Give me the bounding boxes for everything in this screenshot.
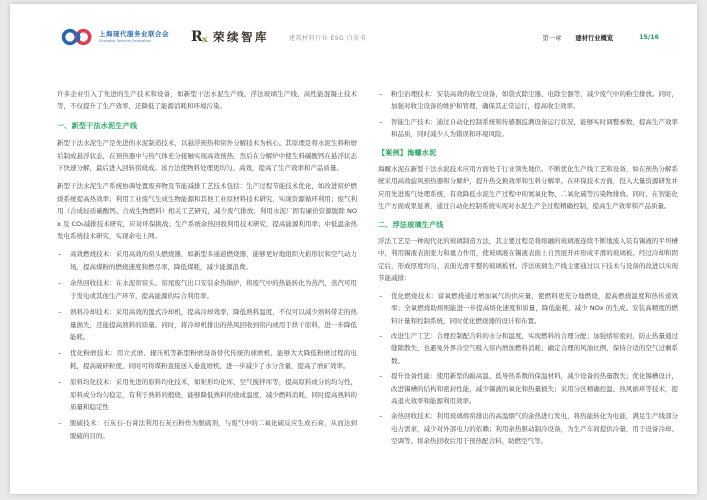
case-study-paragraph: 海螺水泥在新型干法水泥技术应用方面处于行业领先地位。不断优化生产线工艺和设备，如在预热分解系统采用高效旋风预热器和分解炉，提升热交换效率和生料分解率。在环保技术方面，投入大量资源研发并应用先进废气处理系统，有效降低水泥生产过程中的氮氧化物、二氧化硫等污染物排放。同时，在智能化生产方面成果显著，通过自动化控制系统实现对水泥生产全过程精确控制，提高生产效率和产品质量。: [378, 165, 678, 211]
doc-title: 建筑材料行业 ESG 白皮书: [289, 34, 367, 42]
chapter-label: 第一章: [542, 34, 562, 42]
bullet-item: – 改进生产工艺：合理控制配合料的水分和温度，实现燃料的合理分配；加强熔窑密封，防止热量通过缝隙散失，也避免外界冷空气吸入窑内增加燃料消耗；确定合理的风油比例，保持合适的空气过剩系数。: [378, 330, 678, 367]
case-study-heading: 【案例】海螺水泥: [378, 148, 437, 157]
left-column: [57, 88, 357, 446]
bullet-item: – 余热回收技术：在水泥窑窑头、窑尾废气出口安装余热锅炉，将废气中的热能转化为蒸汽，蒸汽可用于发电或其他生产环节，提高能源的综合利用率。: [57, 277, 357, 302]
bullet-item: – 粉尘治理技术：安装高效的收尘设备，如袋式除尘器、电除尘器等，减少废气中的粉尘排放。同时，加强对收尘设备的维护和管理，确保其正常运行，提高收尘效率。: [378, 88, 678, 113]
bullet-item: – 原料均化技术：采用先进的原料均化技术，如矩形均化库、空气搅拌库等，提高原料成分的均匀性，原料成分均匀稳定，有利于熟料的煅烧，能够降低熟料的烧成温度，减少燃料消耗，同时提高熟料的质量和稳定性: [57, 376, 357, 413]
bullet-item: – 优化粉磨技术：用立式磨、辊压机等新型粉磨设备替代传统的球磨机，能够大大降低粉磨过程的电耗，提高破碎粒度，同时可将煤粉直接送入垂直磨机，进一步减少了水分含量，提高了磨矿效率。: [57, 347, 357, 372]
section-heading-dry-process-cement: 一、新型干法水泥生产线: [57, 121, 138, 130]
org-name-en: Shanghai Services Federation: [99, 38, 151, 43]
bullet-item: – 余热回收技术：利用玻璃熔窑排出的高温烟气的余热进行发电，将热能转化为电能，满足生产线部分电力需求，减少对外部电力的依赖；利用余热驱动制冷设备，为生产车间提供冷量，用于设备冷却、空调等。将余热回收后用于预热配合料、助燃空气等。: [378, 410, 678, 447]
org-infinity-logo-icon: [60, 27, 94, 47]
brand-name: 荣续智库: [213, 30, 270, 44]
chapter-title: 建材行业概览: [575, 34, 614, 42]
brand-r-glyph: R: [191, 29, 203, 45]
bullet-item: – 高效燃烧技术：采用高效的窑头燃烧器，如新型多通道燃烧器，能够更好地组织火焰形状和空气动力场，提高煤粉的燃烧速度和燃尽率，降低煤耗，减少能源浪费。: [57, 248, 357, 273]
brand-logo: [191, 29, 269, 45]
org-name: [99, 31, 169, 42]
bullet-item: – 智能生产技术：通过自动化控制系统和传感器监测设备运行状况，能够实时调整参数，提高生产效率和品质，同时减少人为错误和环境风险。: [378, 116, 678, 141]
bullet-item: – 熟料冷却技术：采用高效的篦式冷却机，提高冷却效率，降低熟料温度，不仅可以减少熟料带走的热量损失，还能提高熟料的质量。同时，将冷却机排出的热风回收到窑内或用于烘干原料，进一步降低能耗。: [57, 306, 357, 343]
section-heading-float-glass: 二、浮法玻璃生产线: [378, 220, 444, 229]
bullet-item: – 脱硫技术：石灰石-石膏法利用石灰石粉作为脱硫剂，与废气中的二氧化硫反应生成石膏，从而达到脱硫的目的。: [57, 417, 357, 442]
brand-x-glyph: x: [201, 34, 209, 45]
bullet-item: – 优化燃烧技术：富氧燃烧通过增加氧气的供应量，使燃料更充分地燃烧，提高燃烧温度和热传递效率；全氧燃烧助熔则能进一步提高熔化速度和质量，降低能耗，减少 NOx 的生成。安装高精度的燃料计量和控制系统，同时优化燃烧器的设计和布置。: [378, 290, 678, 327]
intro-paragraph: 许多企业引入了先进的生产技术和设备，如新型干法水泥生产线、浮法玻璃生产线、高性能混凝土技术等，不仅提升了生产效率，还降低了能源消耗和环境污染。: [57, 90, 357, 111]
paragraph: 新型干法水泥生产系统协调处置废弃物及节能减排工艺技术包括：生产过程节能技术优化，如改进窑炉燃烧系统提高热效率；利用工业废气生成生物能源和其他工业原材料技术研究，实现资源循环利用；废气利用（合成轻质碳酸钙、合成生物燃料）相关工艺研究，减少废气排放；利用水泥厂固有廉价资源脱除 NOx 及 CO₂减排技术研究，应对环保挑战；生产系统余热回收利用技术研究，提高能源利用率；中低温余热发电系统技术研究，实现余电上网。: [57, 182, 357, 241]
paragraph: 浮法工艺是一种现代化的玻璃制造方法，其主要过程是将熔融的玻璃液连续不断地流入装有锡液的平坦槽中，利用锡液表面张力和重力作用，使玻璃液在锡液表面上自然展开并形成平滑的玻璃板。经过冷却和固定后，形成厚度均匀、表面光滑平整的玻璃板材。浮法玻璃生产线主要通过以下技术与设备的改进以实现节能减排：: [378, 237, 678, 283]
right-column: [378, 88, 678, 451]
org-name-cn: 上海现代服务业联合会: [99, 30, 169, 39]
page-number: 15/16: [639, 33, 659, 41]
document-page: [10, 4, 697, 494]
bullet-item: – 提升设备性能：使用新型的耐高温、低导热系数的保温材料，减少设备的热量散失；优化锡槽设计，改进锡槽的结构和密封性能，减少锡液的氧化和热量损失；采用分区精确控温、热风循环等技术，提高退火效率和能源利用效率。: [378, 370, 678, 407]
page-header: [60, 24, 659, 50]
paragraph: 新型干法水泥生产是先进的水泥制造技术，以悬浮预热和窑外分解技术为核心。其原理是将水泥生料粉磨后制成悬浮状态，在预热器中与热气体充分接触实现高效预热，然后在分解炉中使生料碳酸钙在悬浮状态下快速分解，最后进入回转窑烧成。该方法使物料处理更均匀、高效，提高了生产效率和产品质量。: [57, 139, 357, 173]
